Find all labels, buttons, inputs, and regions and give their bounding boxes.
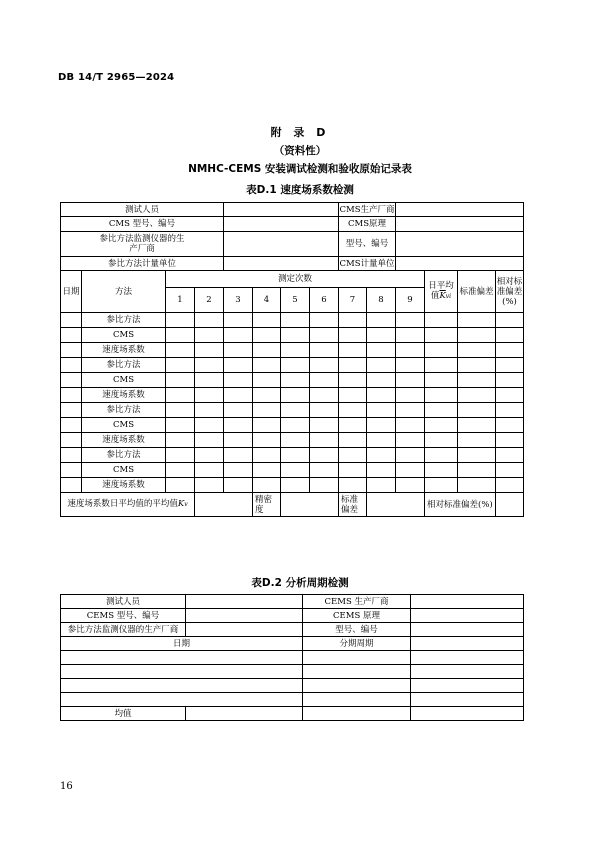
cems-maker-label: CMS生产厂商 xyxy=(339,204,395,215)
date-cell xyxy=(61,388,82,403)
value-cell xyxy=(367,448,396,463)
value-cell xyxy=(224,358,253,373)
measurement-rows xyxy=(61,313,524,493)
value-cell xyxy=(281,418,310,433)
measure-times-header: 测定次数 xyxy=(166,271,425,288)
value-cell xyxy=(496,433,524,448)
value-cell xyxy=(224,328,253,343)
value-cell xyxy=(339,358,367,373)
period-header: 分期周期 xyxy=(303,637,411,651)
value-cell xyxy=(281,433,310,448)
value-cell xyxy=(496,343,524,358)
method-cell: CMS xyxy=(82,463,166,478)
value-cell xyxy=(253,448,281,463)
table-row xyxy=(61,232,524,257)
value-cell xyxy=(310,403,339,418)
value-cell xyxy=(281,328,310,343)
appendix-title: NMHC-CEMS 安装调试检测和验收原始记录表 xyxy=(188,163,412,175)
table-row xyxy=(61,448,524,463)
value-cell xyxy=(224,403,253,418)
cems-maker-label: CEMS 生产厂商 xyxy=(303,595,411,609)
summary-row xyxy=(61,493,524,517)
date-cell xyxy=(61,358,82,373)
value-cell xyxy=(224,343,253,358)
value-cell xyxy=(425,403,458,418)
table-row xyxy=(61,693,524,707)
table-row xyxy=(61,328,524,343)
footer-avg-subscript: v xyxy=(184,501,188,508)
value-cell xyxy=(195,463,224,478)
value-cell xyxy=(339,478,367,493)
value-cell xyxy=(396,463,425,478)
value-cell xyxy=(339,433,367,448)
value-cell xyxy=(396,478,425,493)
daily-avg-label: 日平均值 xyxy=(428,281,454,301)
date-header: 日期 xyxy=(61,271,82,313)
value-cell xyxy=(253,358,281,373)
page-number: 16 xyxy=(60,781,73,792)
table2-title: 表D.2 分析周期检测 xyxy=(251,577,349,589)
footer-rel-std-value xyxy=(496,493,524,517)
value-cell xyxy=(166,403,195,418)
value-cell xyxy=(367,373,396,388)
value-cell xyxy=(367,478,396,493)
value-cell xyxy=(166,418,195,433)
value-cell xyxy=(425,328,458,343)
table-row xyxy=(61,358,524,373)
date-cell xyxy=(61,403,82,418)
value-cell xyxy=(166,358,195,373)
model-label: 型号、编号 xyxy=(339,232,396,257)
value-cell xyxy=(310,343,339,358)
value-cell xyxy=(195,433,224,448)
value-cell xyxy=(253,418,281,433)
value-cell xyxy=(458,433,496,448)
table1-title: 表D.1 速度场系数检测 xyxy=(246,184,354,196)
value-cell xyxy=(425,358,458,373)
method-cell: 速度场系数 xyxy=(82,388,166,403)
mean-value xyxy=(186,707,303,721)
value-cell xyxy=(195,388,224,403)
table-row xyxy=(61,595,524,609)
model-label: 型号、编号 xyxy=(303,623,411,637)
value-cell xyxy=(253,403,281,418)
cems-model-value xyxy=(224,217,339,232)
daily-avg-subscript: vi xyxy=(445,293,452,300)
value-cell xyxy=(166,463,195,478)
value-cell xyxy=(281,388,310,403)
value-cell xyxy=(367,343,396,358)
value-cell xyxy=(496,358,524,373)
table-row xyxy=(61,665,524,679)
value-cell xyxy=(166,388,195,403)
value-cell xyxy=(396,388,425,403)
cems-model-label: CEMS 型号、编号 xyxy=(61,609,186,623)
mean-blank xyxy=(411,707,524,721)
value-cell xyxy=(281,448,310,463)
value-cell xyxy=(396,373,425,388)
value-cell xyxy=(310,373,339,388)
value-cell xyxy=(166,433,195,448)
value-cell xyxy=(310,358,339,373)
value-cell xyxy=(496,373,524,388)
table-row xyxy=(61,707,524,721)
table-row xyxy=(61,651,524,665)
value-cell xyxy=(281,358,310,373)
blank-cell xyxy=(411,679,524,693)
cems-model-label: CMS 型号、编号 xyxy=(61,217,224,232)
daily-avg-symbol: $\overline{K}$ xyxy=(439,291,446,301)
date-header: 日期 xyxy=(61,637,303,651)
value-cell xyxy=(224,433,253,448)
cems-maker-value xyxy=(411,595,524,609)
value-cell xyxy=(253,478,281,493)
value-cell xyxy=(281,373,310,388)
table-row xyxy=(61,343,524,358)
method-cell: CMS xyxy=(82,373,166,388)
rel-std-dev-header: 相对标准偏差(%) xyxy=(496,271,524,313)
date-cell xyxy=(61,418,82,433)
ref-unit-value xyxy=(224,257,339,271)
value-cell xyxy=(253,433,281,448)
value-cell xyxy=(458,388,496,403)
value-cell xyxy=(496,388,524,403)
date-cell xyxy=(61,433,82,448)
period-cell xyxy=(303,679,411,693)
value-cell xyxy=(195,403,224,418)
value-cell xyxy=(458,448,496,463)
cms-unit-label: CMS计量单位 xyxy=(339,258,395,269)
count-number: 8 xyxy=(367,288,396,313)
value-cell xyxy=(496,313,524,328)
value-cell xyxy=(195,358,224,373)
value-cell xyxy=(425,418,458,433)
value-cell xyxy=(458,403,496,418)
cems-principle-label: CEMS 原理 xyxy=(303,609,411,623)
value-cell xyxy=(425,463,458,478)
ref-maker-value xyxy=(224,232,339,257)
cems-principle-label: CMS原理 xyxy=(339,217,396,232)
table-header-row xyxy=(61,271,524,288)
method-cell: 参比方法 xyxy=(82,313,166,328)
value-cell xyxy=(425,343,458,358)
value-cell xyxy=(458,478,496,493)
value-cell xyxy=(458,313,496,328)
count-number: 7 xyxy=(339,288,367,313)
method-cell: 参比方法 xyxy=(82,448,166,463)
footer-avg-label xyxy=(61,493,195,517)
value-cell xyxy=(281,313,310,328)
value-cell xyxy=(224,418,253,433)
value-cell xyxy=(425,373,458,388)
value-cell xyxy=(310,433,339,448)
value-cell xyxy=(425,448,458,463)
footer-avg-text: 速度场系数日平均值的平均值 xyxy=(67,499,178,509)
value-cell xyxy=(253,388,281,403)
value-cell xyxy=(253,313,281,328)
cems-principle-value xyxy=(411,609,524,623)
table-row xyxy=(61,313,524,328)
value-cell xyxy=(195,343,224,358)
tester-value xyxy=(224,203,339,217)
value-cell xyxy=(458,373,496,388)
value-cell xyxy=(496,448,524,463)
date-cell xyxy=(61,651,303,665)
value-cell xyxy=(496,478,524,493)
value-cell xyxy=(224,313,253,328)
footer-rel-std-label: 相对标准偏差(%) xyxy=(425,493,496,517)
value-cell xyxy=(339,328,367,343)
table-header-row xyxy=(61,637,524,651)
footer-avg-symbol: K xyxy=(177,499,185,509)
value-cell xyxy=(310,448,339,463)
mean-period-value xyxy=(303,707,411,721)
count-number: 2 xyxy=(195,288,224,313)
value-cell xyxy=(339,373,367,388)
value-cell xyxy=(458,358,496,373)
method-header: 方法 xyxy=(82,271,166,313)
method-cell: 速度场系数 xyxy=(82,343,166,358)
count-number: 6 xyxy=(310,288,339,313)
value-cell xyxy=(496,418,524,433)
value-cell xyxy=(496,328,524,343)
ref-maker-label xyxy=(61,232,224,257)
method-cell: 速度场系数 xyxy=(82,478,166,493)
value-cell xyxy=(224,388,253,403)
table-row xyxy=(61,373,524,388)
table-row xyxy=(61,403,524,418)
value-cell xyxy=(310,328,339,343)
value-cell xyxy=(224,463,253,478)
ref-unit-label: 参比方法计量单位 xyxy=(61,257,224,271)
daily-avg-header xyxy=(425,271,458,313)
value-cell xyxy=(425,313,458,328)
date-cell xyxy=(61,313,82,328)
value-cell xyxy=(310,418,339,433)
table-row xyxy=(61,463,524,478)
value-cell xyxy=(425,433,458,448)
value-cell xyxy=(310,478,339,493)
footer-precision-label: 精密度 xyxy=(253,493,281,517)
date-cell xyxy=(61,463,82,478)
period-header-blank xyxy=(411,637,524,651)
value-cell xyxy=(425,388,458,403)
cems-model-value xyxy=(186,609,303,623)
value-cell xyxy=(496,463,524,478)
value-cell xyxy=(253,463,281,478)
value-cell xyxy=(253,343,281,358)
cems-principle-value xyxy=(396,217,524,232)
value-cell xyxy=(367,463,396,478)
value-cell xyxy=(195,478,224,493)
value-cell xyxy=(195,328,224,343)
model-value xyxy=(396,232,524,257)
value-cell xyxy=(396,433,425,448)
value-cell xyxy=(281,343,310,358)
value-cell xyxy=(396,328,425,343)
blank-cell xyxy=(411,693,524,707)
value-cell xyxy=(396,343,425,358)
value-cell xyxy=(166,328,195,343)
value-cell xyxy=(367,433,396,448)
table-row xyxy=(61,679,524,693)
table-row xyxy=(61,217,524,232)
footer-std-value xyxy=(367,493,425,517)
value-cell xyxy=(458,328,496,343)
value-cell xyxy=(339,343,367,358)
date-cell xyxy=(61,373,82,388)
value-cell xyxy=(166,373,195,388)
period-cell xyxy=(303,693,411,707)
value-cell xyxy=(310,313,339,328)
blank-cell xyxy=(411,651,524,665)
value-cell xyxy=(339,418,367,433)
cms-unit-value xyxy=(396,257,524,271)
table-row xyxy=(61,257,524,271)
value-cell xyxy=(310,463,339,478)
value-cell xyxy=(339,388,367,403)
value-cell xyxy=(281,478,310,493)
value-cell xyxy=(396,448,425,463)
count-number: 1 xyxy=(166,288,195,313)
value-cell xyxy=(367,328,396,343)
date-cell xyxy=(61,343,82,358)
value-cell xyxy=(458,463,496,478)
value-cell xyxy=(166,313,195,328)
ref-maker-text: 参比方法监测仪器的生产厂商 xyxy=(99,234,185,254)
method-cell: 速度场系数 xyxy=(82,433,166,448)
appendix-label: 附 录 D xyxy=(270,126,330,139)
method-cell: CMS xyxy=(82,328,166,343)
table-row xyxy=(61,433,524,448)
date-cell xyxy=(61,478,82,493)
tester-label: 测试人员 xyxy=(61,595,186,609)
value-cell xyxy=(166,343,195,358)
document-id: DB 14/T 2965—2024 xyxy=(58,72,175,83)
footer-std-label: 标准偏差 xyxy=(339,493,367,517)
table-row xyxy=(61,609,524,623)
date-cell xyxy=(61,328,82,343)
date-cell xyxy=(61,679,303,693)
value-cell xyxy=(396,358,425,373)
value-cell xyxy=(396,418,425,433)
tester-label: 测试人员 xyxy=(61,203,224,217)
count-number: 5 xyxy=(281,288,310,313)
value-cell xyxy=(425,478,458,493)
value-cell xyxy=(339,448,367,463)
blank-cell xyxy=(411,665,524,679)
period-cell xyxy=(303,665,411,679)
tester-value xyxy=(186,595,303,609)
value-cell xyxy=(253,328,281,343)
value-cell xyxy=(310,388,339,403)
value-cell xyxy=(224,478,253,493)
value-cell xyxy=(367,388,396,403)
ref-maker-label: 参比方法监测仪器的生产厂商 xyxy=(61,623,186,637)
table-row xyxy=(61,478,524,493)
count-number: 3 xyxy=(224,288,253,313)
table-row xyxy=(61,203,524,217)
ref-maker-value xyxy=(186,623,303,637)
mean-label: 均值 xyxy=(61,707,186,721)
method-cell: 参比方法 xyxy=(82,403,166,418)
value-cell xyxy=(224,373,253,388)
table-row xyxy=(61,388,524,403)
value-cell xyxy=(339,463,367,478)
value-cell xyxy=(166,478,195,493)
value-cell xyxy=(367,403,396,418)
value-cell xyxy=(281,403,310,418)
value-cell xyxy=(195,448,224,463)
analysis-period-table xyxy=(60,594,524,721)
value-cell xyxy=(367,418,396,433)
table-row xyxy=(61,418,524,433)
value-cell xyxy=(458,418,496,433)
period-cell xyxy=(303,651,411,665)
appendix-nature: （资料性） xyxy=(273,145,327,157)
value-cell xyxy=(281,463,310,478)
value-cell xyxy=(367,358,396,373)
value-cell xyxy=(396,403,425,418)
std-dev-header: 标准偏差 xyxy=(458,271,496,313)
date-cell xyxy=(61,448,82,463)
model-value xyxy=(411,623,524,637)
value-cell xyxy=(195,418,224,433)
table-row xyxy=(61,623,524,637)
method-cell: CMS xyxy=(82,418,166,433)
value-cell xyxy=(166,448,195,463)
value-cell xyxy=(396,313,425,328)
value-cell xyxy=(367,313,396,328)
value-cell xyxy=(339,313,367,328)
value-cell xyxy=(339,403,367,418)
count-number: 4 xyxy=(253,288,281,313)
footer-precision-value xyxy=(281,493,339,517)
value-cell xyxy=(253,373,281,388)
velocity-coefficient-table xyxy=(60,202,524,517)
date-cell xyxy=(61,693,303,707)
value-cell xyxy=(224,448,253,463)
value-cell xyxy=(195,373,224,388)
value-cell xyxy=(458,343,496,358)
count-number: 9 xyxy=(396,288,425,313)
date-cell xyxy=(61,665,303,679)
method-cell: 参比方法 xyxy=(82,358,166,373)
cems-maker-value xyxy=(396,203,524,217)
value-cell xyxy=(496,403,524,418)
footer-avg-value xyxy=(195,493,253,517)
value-cell xyxy=(195,313,224,328)
